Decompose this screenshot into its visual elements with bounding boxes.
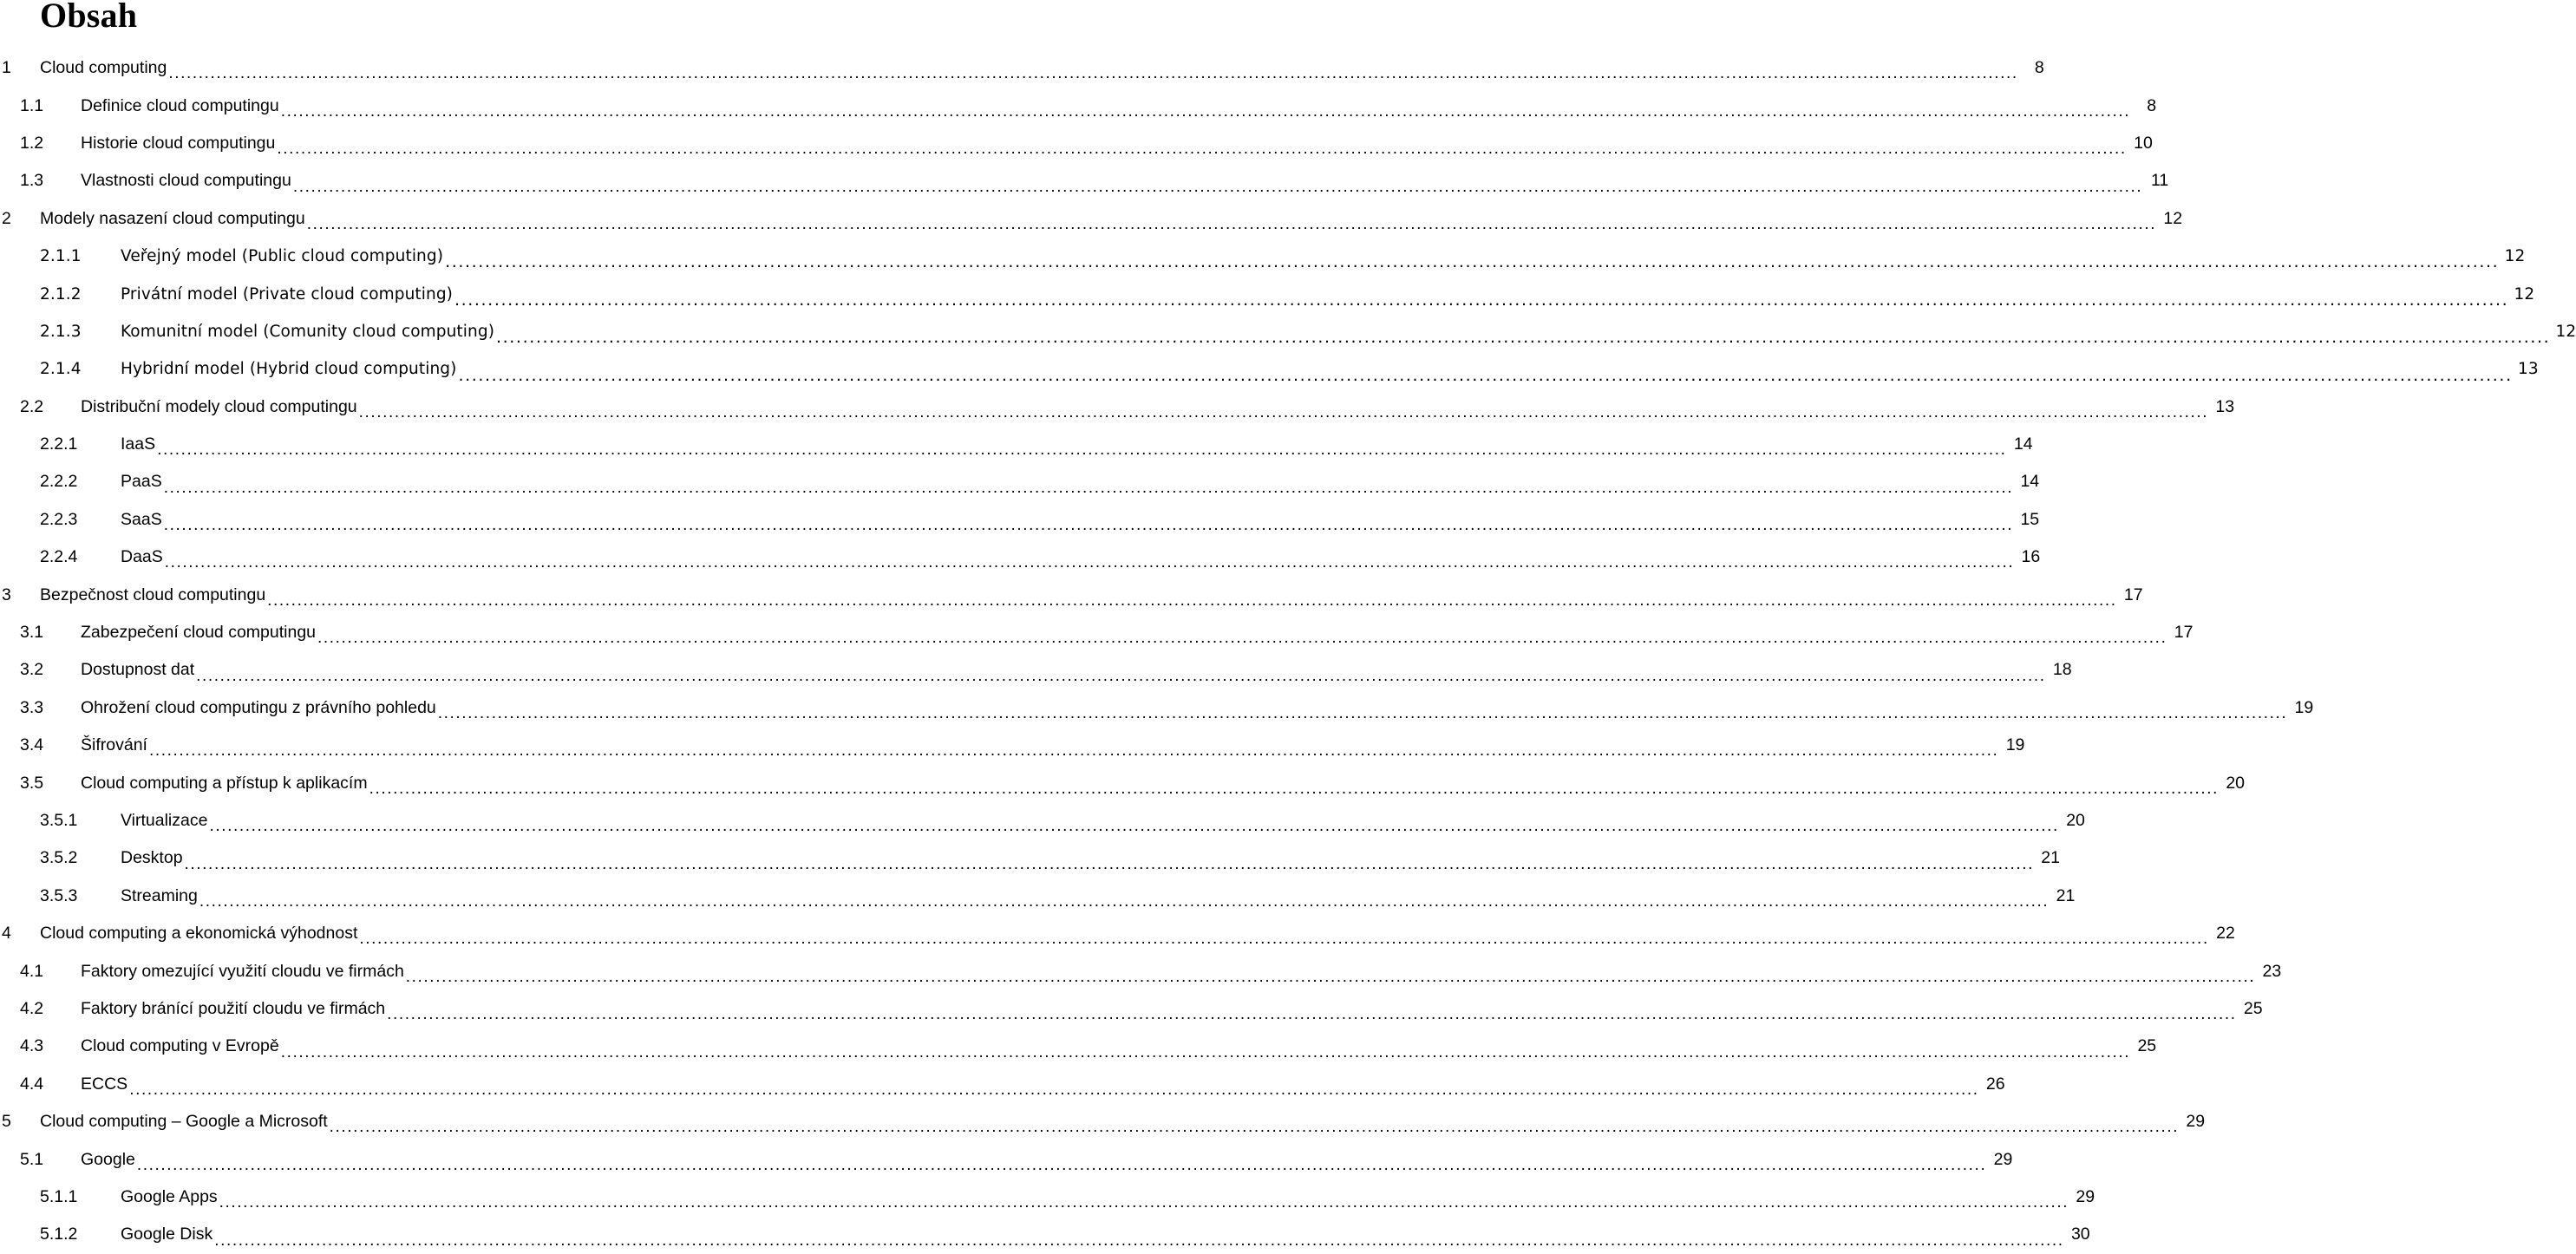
toc-entry-label: Cloud computing xyxy=(40,58,167,78)
toc-dot-leader xyxy=(496,326,2550,350)
toc-entry-label: Dostupnost dat xyxy=(81,660,195,680)
toc-entry-number: 5.1 xyxy=(20,1149,44,1169)
toc-dot-leader xyxy=(281,1042,2130,1066)
toc-entry-label: Vlastnosti cloud computingu xyxy=(81,171,291,191)
toc-entry-page: 23 xyxy=(2262,961,2282,981)
toc-entry-number: 3 xyxy=(2,585,11,604)
toc-dot-leader xyxy=(369,778,2219,802)
toc-entry-page: 17 xyxy=(2123,585,2143,604)
toc-entry-page: 18 xyxy=(2052,660,2072,680)
toc-entry xyxy=(0,1028,2157,1065)
toc-entry xyxy=(0,389,2235,426)
toc-entry-page: 29 xyxy=(1993,1149,2013,1169)
toc-entry-number: 3.5.3 xyxy=(40,885,78,905)
toc-entry-number: 3.5.1 xyxy=(40,811,78,830)
toc-entry-label: Modely nasazení cloud computingu xyxy=(40,208,305,228)
toc-entry-number: 3.3 xyxy=(20,697,44,717)
toc-entry-page: 12 xyxy=(2514,284,2535,304)
toc-dot-leader xyxy=(359,402,2208,426)
toc-entry-number: 4.3 xyxy=(20,1036,44,1056)
toc-entry-label: PaaS xyxy=(121,472,162,492)
toc-dot-leader xyxy=(149,740,1998,764)
toc-entry xyxy=(0,426,2033,463)
toc-entry-label: Google Disk xyxy=(121,1225,213,1244)
toc-entry xyxy=(0,689,2314,727)
toc-entry-page: 25 xyxy=(2137,1036,2157,1056)
toc-entry-number: 1 xyxy=(2,58,11,78)
toc-entry-number: 3.5.2 xyxy=(40,848,78,868)
toc-entry xyxy=(0,238,2526,275)
toc-entry-label: Historie cloud computingu xyxy=(81,133,276,153)
toc-entry xyxy=(0,878,2076,915)
toc-entry-page: 13 xyxy=(2215,396,2235,416)
toc-entry xyxy=(0,915,2235,952)
toc-entry-label: Komunitní model (Comunity cloud computing) xyxy=(121,322,495,341)
toc-entry-label: Cloud computing a přístup k aplikacím xyxy=(81,773,368,793)
toc-entry-label: Distribuční modely cloud computingu xyxy=(81,396,357,416)
toc-entry-page: 19 xyxy=(2005,735,2025,755)
toc-entry-number: 5 xyxy=(2,1112,11,1132)
toc-dot-leader xyxy=(164,477,2013,501)
page-title: Obsah xyxy=(40,0,138,35)
toc-dot-leader xyxy=(438,702,2287,727)
toc-dot-leader xyxy=(164,514,2013,539)
toc-entry-number: 2.2.2 xyxy=(40,472,78,492)
toc-dot-leader xyxy=(406,966,2255,990)
toc-dot-leader xyxy=(219,1192,2069,1216)
toc-entry xyxy=(0,990,2263,1028)
toc-entry-label: SaaS xyxy=(121,509,162,529)
toc-entry xyxy=(0,1179,2095,1216)
toc-entry xyxy=(0,463,2040,500)
toc-entry-page: 19 xyxy=(2294,697,2314,717)
toc-entry xyxy=(0,539,2041,576)
toc-entry-label: Faktory omezující využití cloudu ve firmách xyxy=(81,961,404,981)
toc-entry-number: 3.4 xyxy=(20,735,44,755)
toc-entry-page: 20 xyxy=(2066,811,2085,830)
toc-dot-leader xyxy=(196,665,2045,689)
toc-entry-label: Hybridní model (Hybrid cloud computing) xyxy=(121,360,457,379)
toc-dot-leader xyxy=(387,1003,2236,1028)
toc-entry-page: 21 xyxy=(2041,848,2060,868)
toc-entry-label: Cloud computing a ekonomická výhodnost xyxy=(40,924,358,944)
toc-entry-number: 1.1 xyxy=(20,95,44,115)
toc-entry-page: 15 xyxy=(2020,509,2040,529)
toc-entry xyxy=(0,614,2194,651)
toc-entry-number: 4 xyxy=(2,924,11,944)
toc-entry-page: 11 xyxy=(2151,171,2169,191)
toc-dot-leader xyxy=(157,439,2006,463)
toc-entry-label: Bezpečnost cloud computingu xyxy=(40,585,266,604)
toc-entry-number: 2 xyxy=(2,208,11,228)
toc-entry-page: 14 xyxy=(2020,472,2040,492)
toc-entry-label: Zabezpečení cloud computingu xyxy=(81,623,317,643)
toc-entry-number: 1.2 xyxy=(20,133,44,153)
table-of-contents xyxy=(0,49,2576,1254)
toc-entry-page: 17 xyxy=(2174,623,2194,643)
toc-entry xyxy=(0,727,2025,764)
toc-dot-leader xyxy=(209,815,2058,839)
toc-entry-label: Desktop xyxy=(121,848,183,868)
toc-entry-page: 30 xyxy=(2070,1225,2090,1244)
toc-entry-label: Cloud computing v Evropě xyxy=(81,1036,279,1056)
toc-entry-label: Faktory bránící použití cloudu ve firmách xyxy=(81,998,386,1018)
toc-dot-leader xyxy=(267,590,2116,614)
toc-entry-label: Google xyxy=(81,1149,135,1169)
toc-dot-leader xyxy=(359,928,2208,952)
toc-entry-number: 3.5 xyxy=(20,773,44,793)
toc-entry xyxy=(0,49,2044,87)
toc-entry-page: 20 xyxy=(2226,773,2246,793)
toc-entry-number: 2.2.1 xyxy=(40,434,78,454)
toc-entry-number: 4.2 xyxy=(20,998,44,1018)
toc-entry xyxy=(0,125,2153,162)
toc-dot-leader xyxy=(165,552,2014,576)
toc-entry-page: 26 xyxy=(1985,1074,2005,1094)
toc-entry xyxy=(0,275,2535,312)
toc-entry-number: 2.1.2 xyxy=(40,284,82,304)
toc-dot-leader xyxy=(168,62,2017,87)
toc-entry-label: IaaS xyxy=(121,434,156,454)
toc-entry-label: Ohrožení cloud computingu z právního pohledu xyxy=(81,697,436,717)
toc-entry xyxy=(0,576,2143,613)
toc-entry xyxy=(0,200,2183,238)
toc-dot-leader xyxy=(445,251,2499,275)
toc-entry xyxy=(0,501,2040,539)
toc-entry-number: 2.2.4 xyxy=(40,547,78,567)
toc-dot-leader xyxy=(458,364,2512,389)
toc-entry xyxy=(0,839,2060,877)
toc-dot-leader xyxy=(185,853,2034,878)
toc-entry-label: Šifrování xyxy=(81,735,147,755)
toc-entry xyxy=(0,1103,2206,1140)
toc-entry-page: 29 xyxy=(2076,1186,2095,1206)
toc-entry-page: 10 xyxy=(2134,133,2153,153)
toc-entry-page: 16 xyxy=(2021,547,2041,567)
toc-entry-number: 2.1.4 xyxy=(40,360,82,379)
toc-entry xyxy=(0,87,2157,124)
toc-entry-page: 12 xyxy=(2163,208,2183,228)
toc-entry xyxy=(0,313,2576,350)
toc-dot-leader xyxy=(277,138,2126,162)
toc-dot-leader xyxy=(214,1230,2063,1254)
toc-dot-leader xyxy=(129,1079,1978,1103)
toc-entry-page: 13 xyxy=(2517,360,2539,379)
toc-dot-leader xyxy=(281,101,2130,125)
toc-entry xyxy=(0,802,2085,839)
toc-entry-page: 8 xyxy=(2147,95,2157,115)
toc-dot-leader xyxy=(317,627,2167,651)
toc-dot-leader xyxy=(454,289,2508,313)
toc-entry-page: 29 xyxy=(2186,1112,2206,1132)
toc-entry-number: 4.1 xyxy=(20,961,44,981)
toc-entry-label: Privátní model (Private cloud computing) xyxy=(121,284,453,304)
toc-entry-label: Cloud computing – Google a Microsoft xyxy=(40,1112,328,1132)
toc-dot-leader xyxy=(137,1154,1986,1179)
toc-entry-number: 5.1.1 xyxy=(40,1186,78,1206)
toc-entry-number: 2.2 xyxy=(20,396,44,416)
toc-entry-page: 25 xyxy=(2243,998,2263,1018)
toc-entry xyxy=(0,764,2246,801)
toc-entry xyxy=(0,1066,2005,1103)
toc-entry-number: 2.1.1 xyxy=(40,247,82,266)
toc-dot-leader xyxy=(330,1116,2179,1140)
toc-entry-number: 2.1.3 xyxy=(40,322,82,341)
toc-entry-number: 3.1 xyxy=(20,623,44,643)
toc-entry-label: DaaS xyxy=(121,547,163,567)
toc-entry-label: Streaming xyxy=(121,885,198,905)
toc-entry-label: Veřejný model (Public cloud computing) xyxy=(121,247,444,266)
toc-dot-leader xyxy=(293,176,2142,200)
toc-entry-label: Virtualizace xyxy=(121,811,208,830)
toc-entry-number: 1.3 xyxy=(20,171,44,191)
toc-entry-page: 12 xyxy=(2504,247,2526,266)
toc-entry-number: 5.1.2 xyxy=(40,1225,78,1244)
toc-entry xyxy=(0,651,2072,689)
toc-dot-leader xyxy=(307,213,2156,238)
toc-entry xyxy=(0,1140,2013,1178)
toc-entry xyxy=(0,952,2282,989)
toc-entry xyxy=(0,162,2169,199)
toc-entry-number: 4.4 xyxy=(20,1074,44,1094)
toc-entry-page: 21 xyxy=(2056,885,2076,905)
toc-entry-label: ECCS xyxy=(81,1074,128,1094)
toc-entry-page: 8 xyxy=(2034,58,2044,78)
toc-entry-page: 22 xyxy=(2216,924,2235,944)
toc-entry-label: Google Apps xyxy=(121,1186,218,1206)
toc-entry xyxy=(0,350,2539,388)
toc-entry-number: 3.2 xyxy=(20,660,44,680)
toc-dot-leader xyxy=(199,891,2049,915)
toc-entry-number: 2.2.3 xyxy=(40,509,78,529)
toc-entry-page: 12 xyxy=(2555,322,2576,341)
toc-entry xyxy=(0,1216,2090,1253)
toc-entry-page: 14 xyxy=(2013,434,2033,454)
toc-entry-label: Definice cloud computingu xyxy=(81,95,279,115)
